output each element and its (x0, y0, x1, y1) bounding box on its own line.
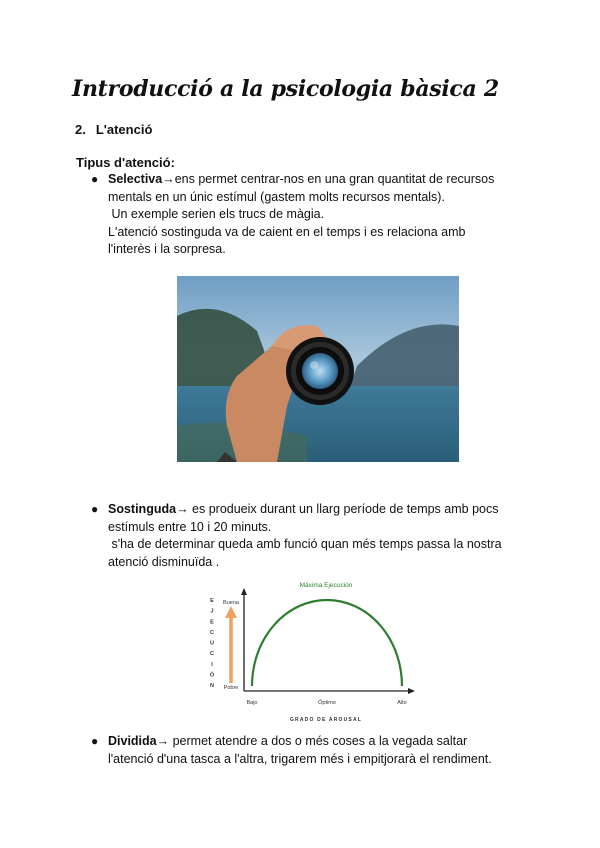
bullet-term: Dividida (108, 734, 157, 748)
bullet-dividida (93, 733, 523, 768)
x-tick-bajo: Bajo (246, 700, 258, 706)
y-axis-arrowhead (241, 588, 247, 595)
bullet-term: Selectiva (108, 172, 163, 186)
y-axis-label-letter: C (210, 651, 214, 658)
y-axis-label-letter: I (211, 661, 213, 668)
bullet-line: Un exemple serien els trucs de màgia. (108, 207, 325, 221)
y-axis-label (210, 598, 215, 689)
bullet-line: L'atenció sostinguda va de caient en el temps i es relaciona amb (108, 224, 466, 239)
bullet-selectiva (93, 171, 523, 259)
y-axis-label-letter: Ó (209, 672, 215, 679)
section-number: 2. (75, 122, 86, 137)
bullet-line: l'atenció d'una tasca a l'altra, trigarem més i empitjorarà el rendiment. (108, 751, 492, 766)
arrow: → (156, 734, 170, 748)
bullet-body (108, 171, 523, 259)
y-axis-label-letter: U (210, 640, 214, 647)
bullet-line: atenció disminuïda . (108, 554, 220, 569)
y-axis-label-letter: C (210, 629, 214, 636)
bullet-line: s'ha de determinar queda amb funció quan més temps passa la nostra (108, 537, 502, 551)
bullet-line: es produeix durant un llarg període de temps amb pocs (188, 502, 499, 516)
bullet-dot: ● (91, 172, 99, 186)
document-title: Introducció a la psicologia bàsica 2 (72, 76, 499, 102)
y-tick-pobre: Pobre (223, 685, 239, 691)
x-axis-arrowhead (408, 688, 415, 694)
bullet-body (108, 733, 523, 768)
bullet-body (108, 501, 523, 571)
chart-title: Máxima Ejecución (299, 582, 353, 589)
bullet-sostinguda (93, 501, 523, 571)
section-heading (75, 122, 152, 137)
x-tick-optimo: Óptimo (318, 700, 336, 706)
x-axis-label: GRADO DE AROUSAL (289, 717, 363, 723)
subheading: Tipus d'atenció: (76, 155, 175, 170)
arrow: → (176, 502, 189, 516)
bullet-line: mentals en un únic estímul (gastem molts recursos mentals). (108, 189, 445, 204)
arousal-chart (200, 578, 420, 728)
y-axis-label-letter: J (210, 608, 214, 615)
arrow: → (162, 172, 175, 186)
y-tick-buena: Buena (223, 600, 239, 606)
bullet-line: estímuls entre 10 i 20 minuts. (108, 519, 272, 534)
performance-arrowhead (225, 606, 237, 618)
bullet-dot: ● (91, 502, 99, 516)
y-axis-label-letter: E (210, 598, 214, 604)
bullet-term: Sostinguda (108, 502, 177, 516)
y-axis-label-letter: E (210, 619, 214, 626)
lens-photo (177, 276, 459, 462)
y-axis-label-letter: N (210, 683, 214, 689)
inverted-u-curve (252, 600, 402, 686)
x-tick-alto: Alto (397, 700, 407, 706)
section-label: L'atenció (95, 122, 153, 137)
bullet-line: permet atendre a dos o més coses a la vegada saltar (169, 734, 468, 748)
bullet-line: ens permet centrar-nos en una gran quantitat de recursos (174, 172, 495, 186)
bullet-dot: ● (91, 734, 99, 748)
bullet-line: l'interès i la sorpresa. (108, 242, 226, 256)
